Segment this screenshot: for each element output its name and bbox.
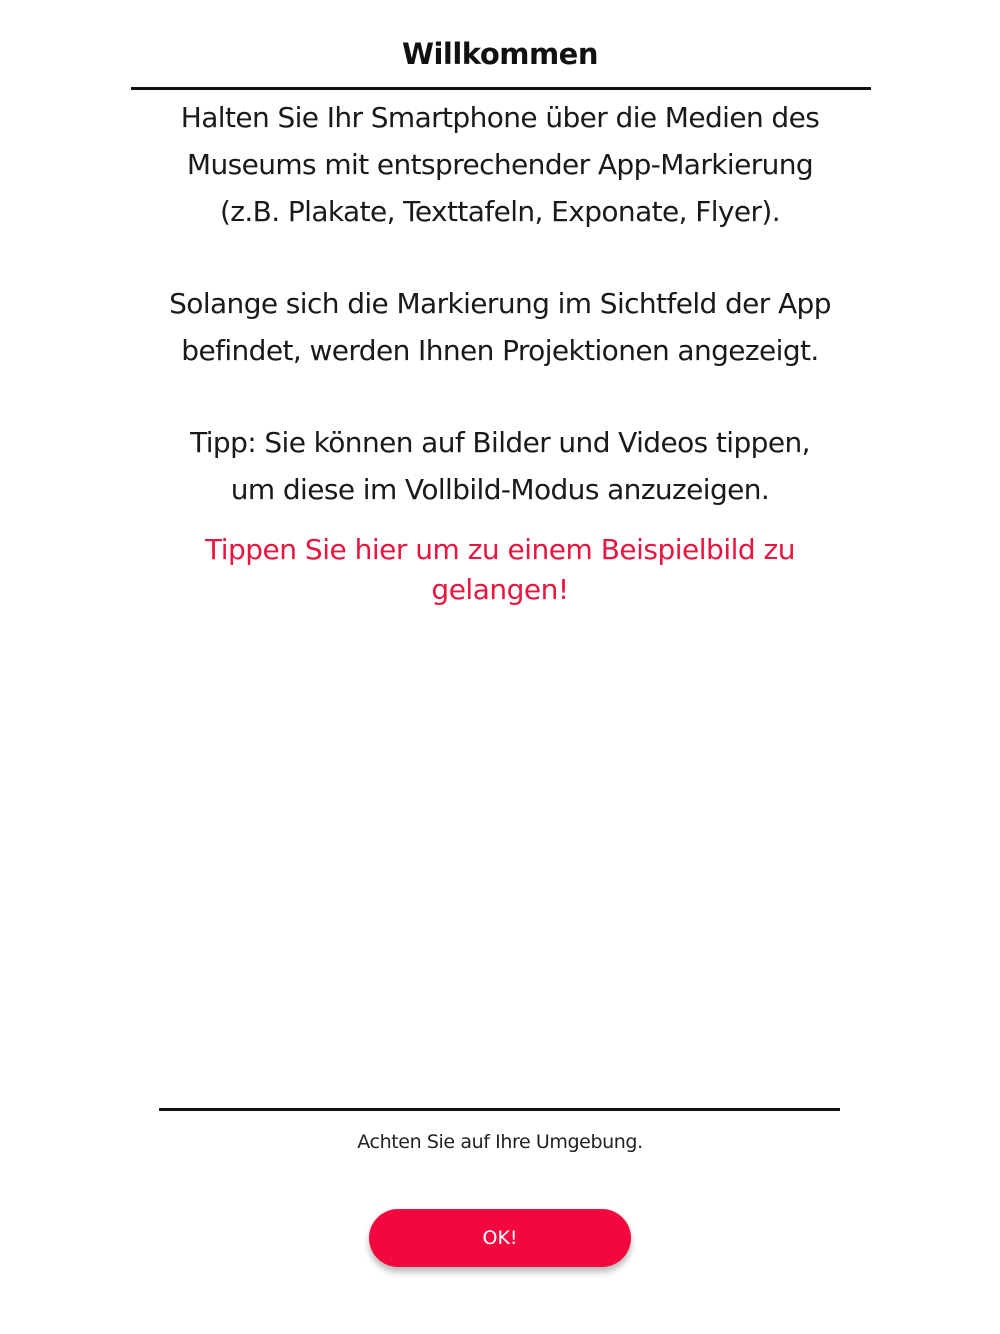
tip-line: um diese im Vollbild-Modus anzuzeigen. (230, 473, 770, 506)
safety-note: Achten Sie auf Ihre Umgebung. (357, 1131, 643, 1153)
tip-line: Tipp: Sie können auf Bilder und Videos tippen, (190, 426, 810, 459)
paragraph-spacer (110, 235, 890, 280)
instruction-line: Halten Sie Ihr Smartphone über die Medien des (180, 101, 820, 134)
instruction-line: Museums mit entsprechender App-Markierung (186, 148, 814, 181)
sample-image-link-line: gelangen! (431, 573, 569, 606)
instruction-line: befindet, werden Ihnen Projektionen angezeigt. (181, 334, 819, 367)
instructions-text (110, 94, 890, 513)
sample-image-link-line: Tippen Sie hier um zu einem Beispielbild zu (204, 533, 795, 566)
footer-divider (159, 1108, 840, 1111)
sample-image-link[interactable] (150, 530, 850, 610)
instruction-line: Solange sich die Markierung im Sichtfeld der App (169, 287, 831, 320)
page-title: Willkommen (402, 37, 598, 71)
instruction-line: (z.B. Plakate, Texttafeln, Exponate, Flyer). (219, 195, 781, 228)
title-divider (131, 87, 871, 90)
ok-button[interactable]: OK! (369, 1209, 631, 1267)
paragraph-spacer (110, 374, 890, 419)
